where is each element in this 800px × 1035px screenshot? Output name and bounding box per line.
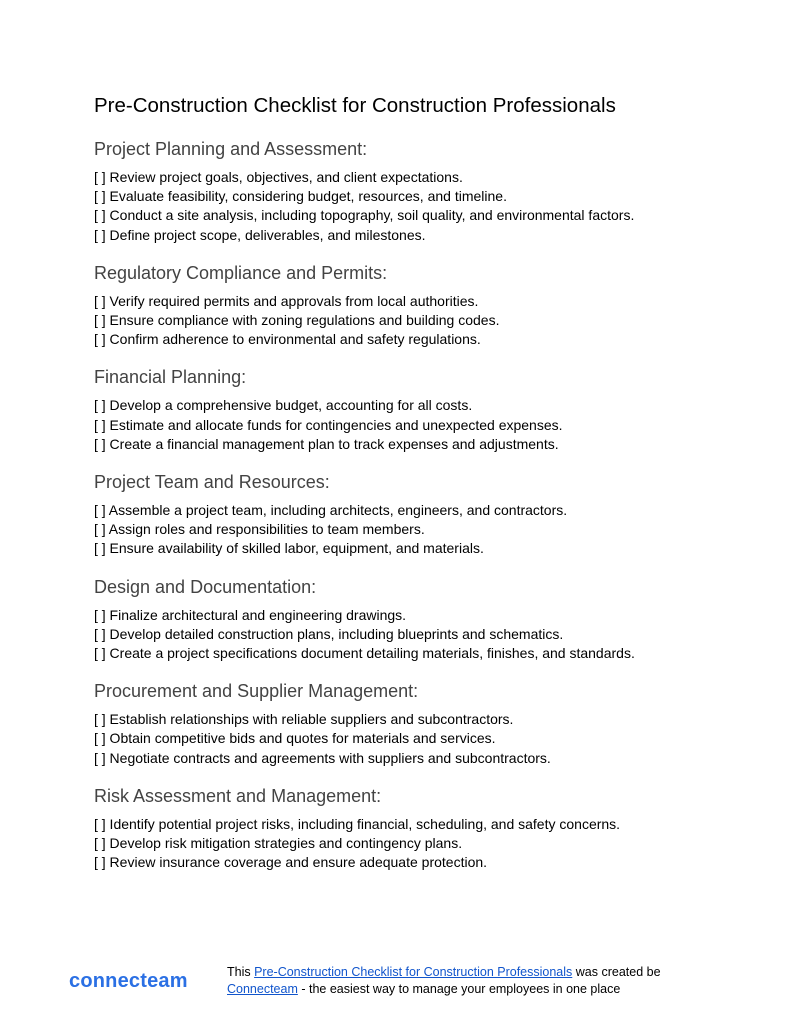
document-title: Pre-Construction Checklist for Construction Professionals (94, 94, 616, 117)
checklist-item: [ ] Ensure compliance with zoning regulations and building codes. (94, 312, 500, 329)
footer-text-mid: was created be (572, 965, 661, 979)
checklist-item: [ ] Review insurance coverage and ensure adequate protection. (94, 854, 488, 871)
footer (0, 964, 800, 1004)
checklist-item: [ ] Identify potential project risks, including financial, scheduling, and safety concerns. (94, 815, 621, 832)
footer-text (227, 964, 661, 997)
section-heading: Design and Documentation: (94, 576, 317, 597)
checklist-item: [ ] Finalize architectural and engineering drawings. (94, 606, 407, 623)
checklist-item: [ ] Develop risk mitigation strategies and contingency plans. (94, 835, 463, 852)
checklist-section (94, 575, 734, 664)
section-heading: Financial Planning: (94, 367, 247, 388)
checklist-section (94, 261, 734, 350)
footer-text-suffix: - the easiest way to manage your employees in one place (297, 981, 621, 996)
checklist-section (94, 784, 734, 873)
checklist-item: [ ] Conduct a site analysis, including topography, soil quality, and environmental factors. (94, 207, 635, 224)
section-heading: Project Planning and Assessment: (94, 139, 368, 159)
section-heading: Risk Assessment and Management: (94, 785, 382, 806)
checklist-item: [ ] Develop detailed construction plans, including blueprints and schematics. (94, 625, 564, 642)
section-heading: Regulatory Compliance and Permits: (94, 262, 388, 283)
checklist-item: [ ] Develop a comprehensive budget, accounting for all costs. (94, 397, 473, 414)
document-page (94, 93, 734, 888)
checklist-item: [ ] Negotiate contracts and agreements with suppliers and subcontractors. (94, 749, 551, 766)
checklist-item: [ ] Evaluate feasibility, considering budget, resources, and timeline. (94, 188, 507, 205)
checklist-link[interactable]: Pre-Construction Checklist for Construction Professionals (254, 965, 573, 979)
connecteam-link[interactable]: Connecteam (227, 981, 298, 996)
checklist-item: [ ] Review project goals, objectives, and client expectations. (94, 169, 463, 185)
checklist-item: [ ] Assemble a project team, including architects, engineers, and contractors. (94, 502, 568, 519)
checklist-item: [ ] Create a project specifications document detailing materials, finishes, and standards. (94, 645, 635, 662)
checklist-item: [ ] Ensure availability of skilled labor, equipment, and materials. (94, 540, 484, 557)
section-heading: Procurement and Supplier Management: (94, 681, 419, 702)
checklist-item: [ ] Establish relationships with reliable suppliers and subcontractors. (94, 711, 514, 728)
checklist-item: [ ] Assign roles and responsibilities to team members. (94, 521, 425, 538)
checklist-section (94, 679, 734, 768)
checklist-section (94, 137, 734, 245)
footer-text-prefix: This (227, 965, 255, 979)
connecteam-logo: connecteam (69, 970, 188, 992)
checklist-item: [ ] Confirm adherence to environmental and safety regulations. (94, 331, 481, 348)
section-heading: Project Team and Resources: (94, 472, 330, 493)
checklist-item: [ ] Obtain competitive bids and quotes for materials and services. (94, 730, 496, 747)
checklist-item: [ ] Verify required permits and approvals from local authorities. (94, 292, 479, 309)
checklist-section (94, 470, 734, 559)
checklist-sections (94, 137, 734, 872)
checklist-item: [ ] Define project scope, deliverables, and milestones. (94, 226, 426, 243)
checklist-section (94, 365, 734, 454)
checklist-item: [ ] Estimate and allocate funds for contingencies and unexpected expenses. (94, 416, 563, 433)
checklist-item: [ ] Create a financial management plan to track expenses and adjustments. (94, 435, 559, 452)
